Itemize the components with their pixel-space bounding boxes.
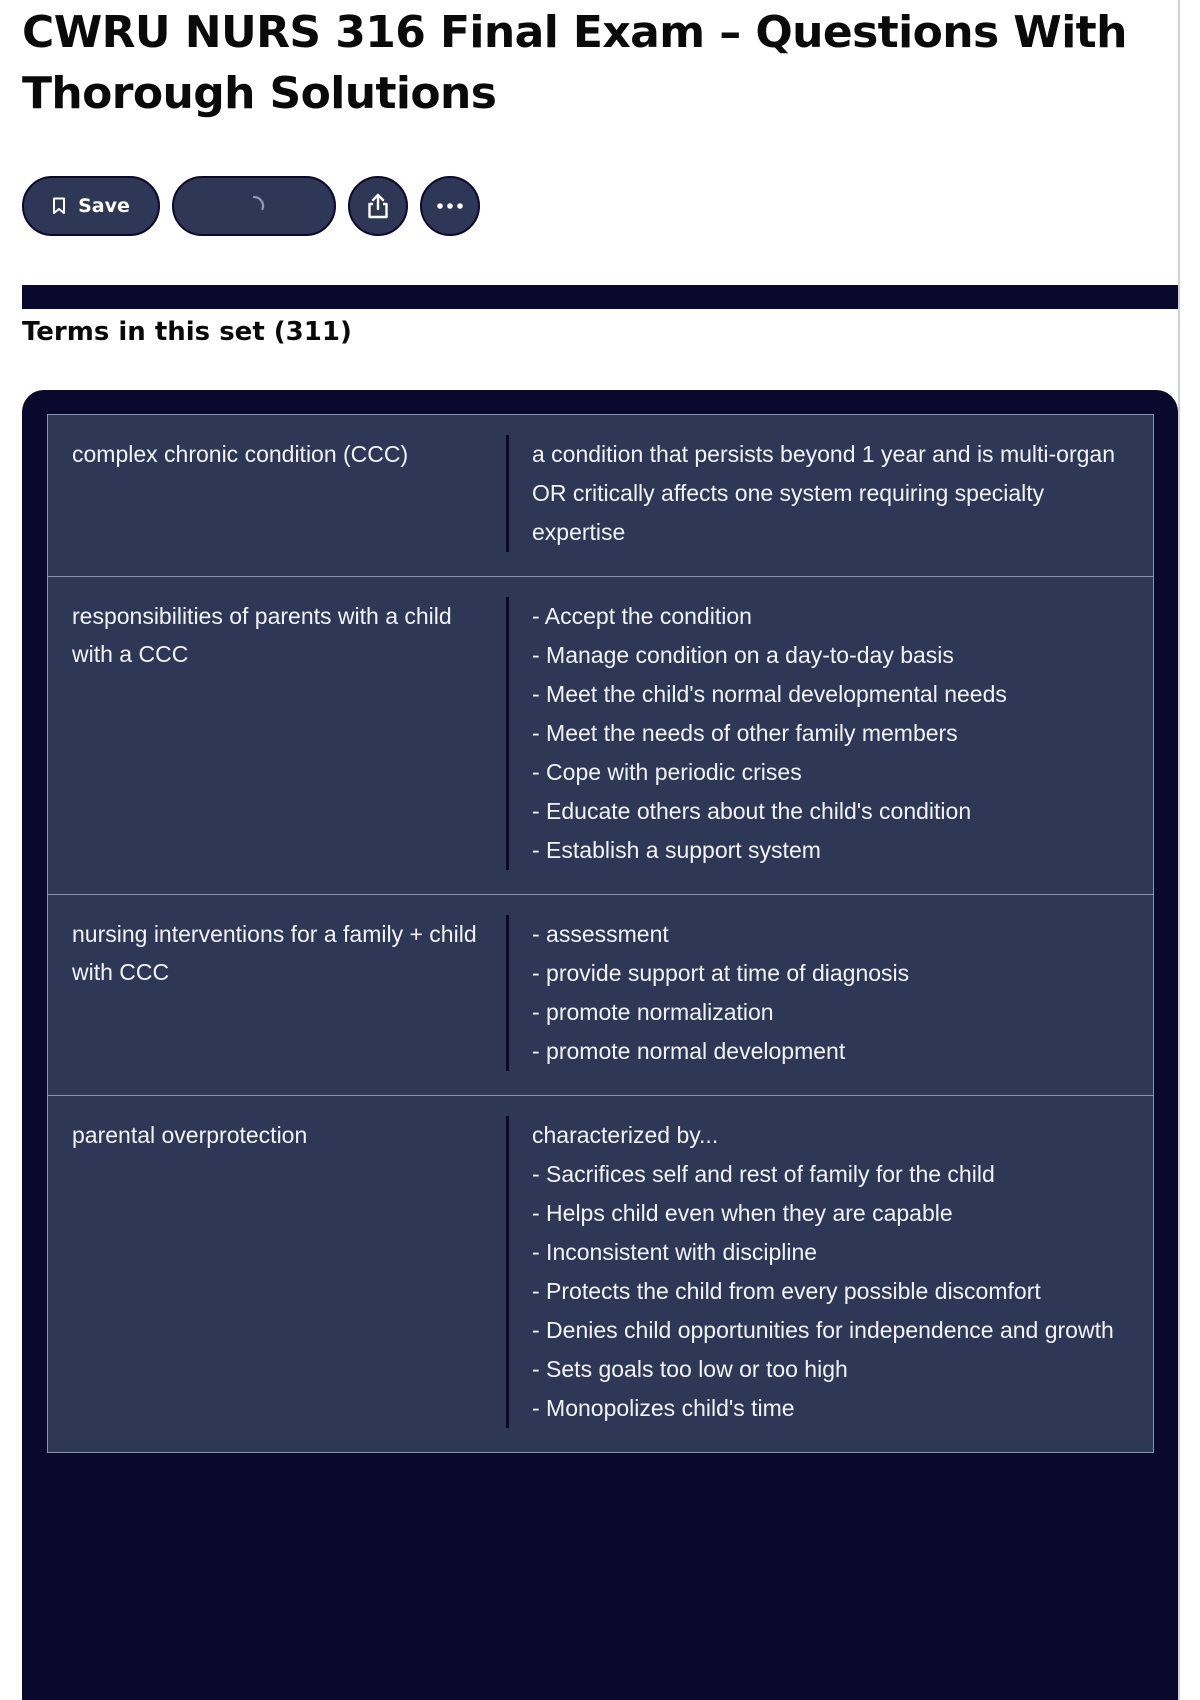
definition-line: characterized by... bbox=[532, 1122, 719, 1148]
definition-line: - provide support at time of diagnosis bbox=[532, 960, 910, 986]
definition-line: - Meet the child's normal developmental needs bbox=[532, 681, 1007, 707]
definition-text bbox=[509, 915, 1153, 1071]
definition-line: a condition that persists beyond 1 year and is multi-organ OR critically affects one system requiring specialty expertise bbox=[532, 441, 1115, 545]
term-text: responsibilities of parents with a child with a CCC bbox=[72, 603, 452, 667]
definition-line: - promote normal development bbox=[532, 1038, 846, 1064]
terms-list bbox=[22, 390, 1178, 1700]
loading-spinner-icon bbox=[243, 195, 265, 217]
term-card bbox=[47, 576, 1154, 895]
term-card bbox=[47, 894, 1154, 1096]
definition-line: - Cope with periodic crises bbox=[532, 759, 802, 785]
definition-line: - assessment bbox=[532, 921, 669, 947]
page-edge-rule bbox=[1178, 0, 1180, 1700]
save-button[interactable] bbox=[22, 176, 160, 236]
more-options-button[interactable] bbox=[420, 176, 480, 236]
share-button[interactable] bbox=[348, 176, 408, 236]
definition-text bbox=[509, 435, 1153, 552]
section-divider bbox=[22, 285, 1178, 309]
page-title: CWRU NURS 316 Final Exam – Questions With Thorough Solutions bbox=[22, 7, 1127, 119]
definition-line: - Denies child opportunities for independence and growth bbox=[532, 1317, 1114, 1343]
loading-button[interactable] bbox=[172, 176, 336, 236]
more-icon bbox=[435, 202, 465, 210]
bookmark-icon bbox=[52, 197, 66, 215]
action-toolbar bbox=[22, 176, 492, 236]
definition-line: - promote normalization bbox=[532, 999, 774, 1025]
definition-line: - Accept the condition bbox=[532, 603, 752, 629]
term-text: complex chronic condition (CCC) bbox=[72, 441, 409, 467]
definition-text bbox=[509, 597, 1153, 870]
definition-text bbox=[509, 1116, 1153, 1428]
term-card bbox=[47, 1095, 1154, 1453]
definition-line: - Sacrifices self and rest of family for the child bbox=[532, 1161, 995, 1187]
definition-line: - Sets goals too low or too high bbox=[532, 1356, 848, 1382]
term-text: parental overprotection bbox=[72, 1122, 308, 1148]
term-text: nursing interventions for a family + child with CCC bbox=[72, 921, 477, 985]
term-card bbox=[47, 414, 1154, 577]
terms-count-heading: Terms in this set (311) bbox=[22, 317, 352, 347]
definition-line: - Educate others about the child's condition bbox=[532, 798, 972, 824]
definition-line: - Inconsistent with discipline bbox=[532, 1239, 818, 1265]
definition-line: - Meet the needs of other family members bbox=[532, 720, 958, 746]
definition-line: - Establish a support system bbox=[532, 837, 821, 863]
definition-line: - Manage condition on a day-to-day basis bbox=[532, 642, 954, 668]
definition-line: - Monopolizes child's time bbox=[532, 1395, 795, 1421]
share-icon bbox=[365, 192, 391, 220]
save-button-label: Save bbox=[78, 195, 130, 217]
definition-line: - Protects the child from every possible discomfort bbox=[532, 1278, 1041, 1304]
definition-line: - Helps child even when they are capable bbox=[532, 1200, 953, 1226]
